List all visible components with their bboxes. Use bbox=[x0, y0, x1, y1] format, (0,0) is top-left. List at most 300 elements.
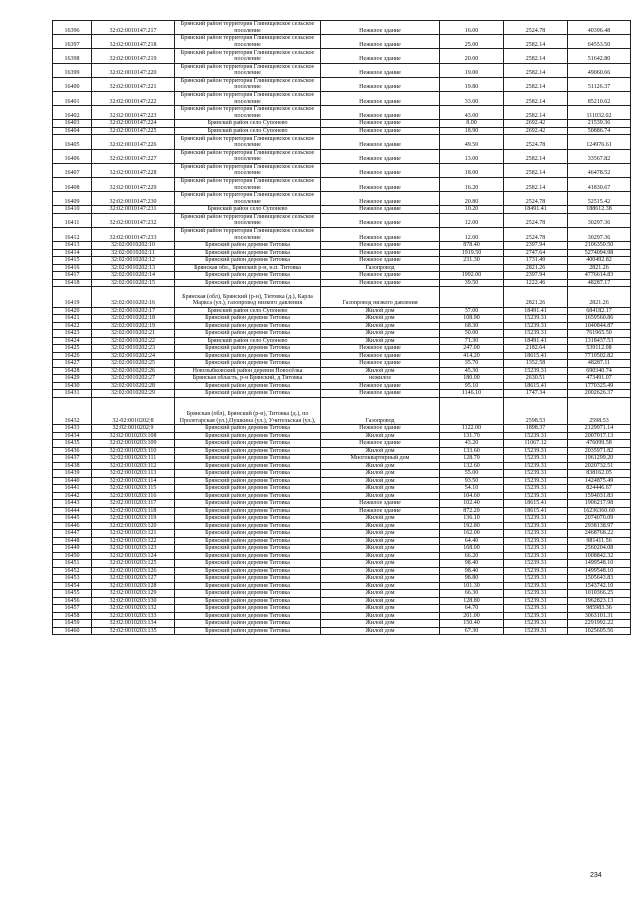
cell-row-number: 16400 bbox=[53, 77, 92, 91]
cell-cadastral-number: 32:02:0010202:25 bbox=[92, 360, 175, 368]
cell-object-type: Жилой дом bbox=[321, 485, 440, 493]
cell-specific-value: 15239.31 bbox=[504, 530, 568, 538]
cell-specific-value: 2692.42 bbox=[504, 120, 568, 128]
cell-cadastral-number: 32:02:0010147:230 bbox=[92, 192, 175, 206]
cell-cadastral-number: 32:02:0010202:10 bbox=[92, 242, 175, 250]
cell-cadastral-value: 1770325.49 bbox=[568, 382, 631, 390]
cell-specific-value: 15239.31 bbox=[504, 582, 568, 590]
cell-cadastral-value: 16236360.60 bbox=[568, 507, 631, 515]
cell-specific-value: 15239.31 bbox=[504, 470, 568, 478]
cell-cadastral-value: 539112.08 bbox=[568, 345, 631, 353]
cell-specific-value: 1747.34 bbox=[504, 390, 568, 398]
table-row bbox=[53, 345, 631, 353]
cell-specific-value: 2524.78 bbox=[504, 135, 568, 149]
table-row bbox=[53, 605, 631, 613]
cell-area: 150.40 bbox=[440, 620, 504, 628]
cell-object-type: Жилой дом bbox=[321, 605, 440, 613]
cell-cadastral-value: 51642.80 bbox=[568, 49, 631, 63]
cell-address: Брянский район деревня Титовка bbox=[175, 279, 321, 287]
cell-row-number: 16444 bbox=[53, 507, 92, 515]
cell-cadastral-value: 2106350.50 bbox=[568, 242, 631, 250]
cell-address: Брянский район деревня Титовка bbox=[175, 272, 321, 280]
cell-address: Брянский район территория Глинищевское сельское поселение bbox=[175, 21, 321, 35]
cell-area: 1992.00 bbox=[440, 272, 504, 280]
cell-row-number: 16422 bbox=[53, 322, 92, 330]
cell-address: Брянский район деревня Титовка bbox=[175, 470, 321, 478]
cell-cadastral-value: 690340.74 bbox=[568, 367, 631, 375]
table-row bbox=[53, 462, 631, 470]
cell-cadastral-value: 1962823.13 bbox=[568, 597, 631, 605]
cell-cadastral-number: 32:02:0010202:18 bbox=[92, 315, 175, 323]
cell-cadastral-value: 30297.36 bbox=[568, 213, 631, 227]
cell-area: 12.00 bbox=[440, 227, 504, 241]
cell-area: 50.00 bbox=[440, 330, 504, 338]
cell-cadastral-value: 1025605.56 bbox=[568, 627, 631, 635]
cell-object-type: Жилой дом bbox=[321, 330, 440, 338]
cell-row-number: 16409 bbox=[53, 192, 92, 206]
cell-object-type: Жилой дом bbox=[321, 560, 440, 568]
cell-specific-value: 2397.94 bbox=[504, 272, 568, 280]
cell-object-type: Нежилое здание bbox=[321, 163, 440, 177]
cell-area: 136.10 bbox=[440, 515, 504, 523]
table-row bbox=[53, 177, 631, 191]
cell-address: Новозыбковский район деревня Новосёлка bbox=[175, 367, 321, 375]
cell-object-type: Нежилое здание bbox=[321, 63, 440, 77]
table-row bbox=[53, 447, 631, 455]
cell-object-type: Газопровод bbox=[321, 264, 440, 272]
cell-cadastral-number: 32:02:0010147:232 bbox=[92, 213, 175, 227]
cell-area: 192.80 bbox=[440, 522, 504, 530]
table-row bbox=[53, 515, 631, 523]
cell-address: Брянская обл., Брянский р-н, н.п. Титовка bbox=[175, 264, 321, 272]
cell-row-number: 16436 bbox=[53, 447, 92, 455]
cell-cadastral-number: 32:02:0010202:13 bbox=[92, 264, 175, 272]
cell-area: 64.40 bbox=[440, 537, 504, 545]
cell-object-type: Нежилое здание bbox=[321, 192, 440, 206]
cell-row-number: 16442 bbox=[53, 492, 92, 500]
cell-object-type: Нежилое здание bbox=[321, 49, 440, 63]
cell-cadastral-number: 32:02:0010202:19 bbox=[92, 322, 175, 330]
cell-specific-value: 15239.31 bbox=[504, 462, 568, 470]
cell-object-type: Нежилое здание bbox=[321, 507, 440, 515]
cell-cadastral-number: 32:02:0010202:23 bbox=[92, 345, 175, 353]
cell-cadastral-number: 32:02:0010203:110 bbox=[92, 447, 175, 455]
cell-object-type: Нежилое здание bbox=[321, 425, 440, 433]
cell-row-number: 16424 bbox=[53, 337, 92, 345]
cell-row-number: 16408 bbox=[53, 177, 92, 191]
cell-area bbox=[440, 287, 504, 308]
cell-cadastral-value: 1040844.87 bbox=[568, 322, 631, 330]
cell-cadastral-number: 32:02:0010203:127 bbox=[92, 575, 175, 583]
cell-cadastral-value: 30297.36 bbox=[568, 227, 631, 241]
cell-row-number: 16405 bbox=[53, 135, 92, 149]
cell-row-number: 16399 bbox=[53, 63, 92, 77]
cell-specific-value: 15239.31 bbox=[504, 620, 568, 628]
cell-row-number: 16456 bbox=[53, 597, 92, 605]
cell-address: Брянский район деревня Титовка bbox=[175, 440, 321, 448]
cell-specific-value: 11067.12 bbox=[504, 440, 568, 448]
cell-object-type: Нежилое здание bbox=[321, 249, 440, 257]
cell-row-number: 16441 bbox=[53, 485, 92, 493]
cell-row-number: 16403 bbox=[53, 120, 92, 128]
cell-object-type: Жилой дом bbox=[321, 447, 440, 455]
cell-row-number: 16435 bbox=[53, 440, 92, 448]
cell-area: 133.60 bbox=[440, 447, 504, 455]
cell-cadastral-value: 5274094.98 bbox=[568, 249, 631, 257]
cell-address: Брянский район деревня Титовка bbox=[175, 447, 321, 455]
cell-area bbox=[440, 397, 504, 425]
cell-specific-value: 1731.49 bbox=[504, 257, 568, 265]
table-row bbox=[53, 127, 631, 135]
cell-row-number: 16419 bbox=[53, 287, 92, 308]
cell-cadastral-number: 32:02:0010147:231 bbox=[92, 206, 175, 214]
cell-specific-value: 2821.26 bbox=[504, 264, 568, 272]
cell-address: Брянский район территория Глинищевское сельское поселение bbox=[175, 91, 321, 105]
cell-object-type: Нежилое здание bbox=[321, 106, 440, 120]
cell-area: 180.00 bbox=[440, 375, 504, 383]
cell-cadastral-number: 32:02:0010147:222 bbox=[92, 91, 175, 105]
cell-object-type: Жилой дом bbox=[321, 315, 440, 323]
cell-cadastral-value: 2035971.82 bbox=[568, 447, 631, 455]
cell-specific-value: 2524.78 bbox=[504, 227, 568, 241]
table-row bbox=[53, 552, 631, 560]
cell-row-number: 16417 bbox=[53, 272, 92, 280]
cell-cadastral-number: 32:02:0010203:116 bbox=[92, 492, 175, 500]
cell-cadastral-number: 32:02:0010147:224 bbox=[92, 120, 175, 128]
cell-cadastral-number: 32:02:0010202:17 bbox=[92, 307, 175, 315]
cell-specific-value: 2747.64 bbox=[504, 249, 568, 257]
cell-row-number: 16428 bbox=[53, 367, 92, 375]
cell-specific-value: 2582.14 bbox=[504, 63, 568, 77]
table-row bbox=[53, 560, 631, 568]
cell-specific-value: 15239.31 bbox=[504, 605, 568, 613]
cell-area: 16.20 bbox=[440, 177, 504, 191]
cell-row-number: 16426 bbox=[53, 352, 92, 360]
cell-cadastral-value: 46478.52 bbox=[568, 163, 631, 177]
cell-object-type: Нежилое здание bbox=[321, 345, 440, 353]
cell-address: Брянский район деревня Титовка bbox=[175, 322, 321, 330]
cell-cadastral-value: 838162.05 bbox=[568, 470, 631, 478]
cell-area: 102.40 bbox=[440, 500, 504, 508]
cell-cadastral-value: 1505643.83 bbox=[568, 575, 631, 583]
table-row bbox=[53, 627, 631, 635]
cell-area: 55.00 bbox=[440, 470, 504, 478]
cell-area: 132.60 bbox=[440, 462, 504, 470]
cell-object-type: нежилое bbox=[321, 375, 440, 383]
cell-address: Брянский район территория Глинищевское сельское поселение bbox=[175, 213, 321, 227]
cell-cadastral-value: 2560204.08 bbox=[568, 545, 631, 553]
cell-address: Брянский район деревня Титовка bbox=[175, 492, 321, 500]
cell-row-number: 16411 bbox=[53, 213, 92, 227]
cell-object-type: Жилой дом bbox=[321, 307, 440, 315]
cell-specific-value: 15239.31 bbox=[504, 522, 568, 530]
cell-specific-value: 2582.14 bbox=[504, 163, 568, 177]
cell-object-type: Нежилое здание bbox=[321, 177, 440, 191]
cell-row-number: 16438 bbox=[53, 462, 92, 470]
table-row bbox=[53, 279, 631, 287]
cell-area: 1146.10 bbox=[440, 390, 504, 398]
cell-row-number: 16446 bbox=[53, 522, 92, 530]
cell-cadastral-value: 981411.56 bbox=[568, 537, 631, 545]
cell-cadastral-value: 985983.36 bbox=[568, 605, 631, 613]
cell-cadastral-value: 2129971.14 bbox=[568, 425, 631, 433]
cell-cadastral-value: 684182.17 bbox=[568, 307, 631, 315]
cell-address: Брянский район деревня Титовка bbox=[175, 597, 321, 605]
cell-address: Брянский район территория Глинищевское сельское поселение bbox=[175, 177, 321, 191]
cell-specific-value: 15239.31 bbox=[504, 432, 568, 440]
cell-object-type: Нежилое здание bbox=[321, 120, 440, 128]
cell-cadastral-value: 3063101.31 bbox=[568, 612, 631, 620]
cell-specific-value: 18491.41 bbox=[504, 206, 568, 214]
cell-row-number: 16402 bbox=[53, 106, 92, 120]
cell-cadastral-value: 1906217.98 bbox=[568, 500, 631, 508]
cell-row-number: 16443 bbox=[53, 500, 92, 508]
table-row bbox=[53, 425, 631, 433]
cell-row-number: 16457 bbox=[53, 605, 92, 613]
cell-object-type: Жилой дом bbox=[321, 477, 440, 485]
cell-row-number: 16434 bbox=[53, 432, 92, 440]
cell-specific-value: 2582.14 bbox=[504, 49, 568, 63]
cell-address: Брянский район территория Глинищевское сельское поселение bbox=[175, 49, 321, 63]
cell-object-type: Жилой дом bbox=[321, 575, 440, 583]
cell-specific-value: 15239.31 bbox=[504, 627, 568, 635]
cell-address: Брянский район деревня Титовка bbox=[175, 242, 321, 250]
cell-cadastral-number: 32:02:0010147:220 bbox=[92, 63, 175, 77]
cell-cadastral-value: 124976.61 bbox=[568, 135, 631, 149]
cell-cadastral-value: 400492.82 bbox=[568, 257, 631, 265]
cell-specific-value: 18615.41 bbox=[504, 352, 568, 360]
cell-object-type: Жилой дом bbox=[321, 367, 440, 375]
table-row bbox=[53, 522, 631, 530]
cell-object-type: Нежилое здание bbox=[321, 213, 440, 227]
cell-cadastral-value: 33567.82 bbox=[568, 149, 631, 163]
cell-area: 95.10 bbox=[440, 382, 504, 390]
table-row bbox=[53, 337, 631, 345]
cell-object-type: Жилой дом bbox=[321, 470, 440, 478]
cell-specific-value: 2582.14 bbox=[504, 91, 568, 105]
cell-row-number: 16453 bbox=[53, 575, 92, 583]
cell-cadastral-value: 41830.67 bbox=[568, 177, 631, 191]
cell-address: Брянский район деревня Титовка bbox=[175, 545, 321, 553]
cell-specific-value: 15239.31 bbox=[504, 552, 568, 560]
cell-cadastral-value: 1659560.86 bbox=[568, 315, 631, 323]
table-row bbox=[53, 49, 631, 63]
cell-object-type: Газопровод bbox=[321, 397, 440, 425]
table-row bbox=[53, 272, 631, 280]
cell-cadastral-value: 2821.26 bbox=[568, 287, 631, 308]
cell-row-number: 16414 bbox=[53, 249, 92, 257]
cell-specific-value: 15239.31 bbox=[504, 455, 568, 463]
table-row bbox=[53, 390, 631, 398]
cell-cadastral-number: 32:02:0010147:233 bbox=[92, 227, 175, 241]
cell-row-number: 16447 bbox=[53, 530, 92, 538]
cell-object-type: Жилой дом bbox=[321, 515, 440, 523]
cell-area: 19.80 bbox=[440, 77, 504, 91]
cell-object-type: Жилой дом bbox=[321, 530, 440, 538]
table-row bbox=[53, 500, 631, 508]
cell-area: 12.00 bbox=[440, 213, 504, 227]
cell-object-type: Нежилое здание bbox=[321, 21, 440, 35]
cell-specific-value: 15239.31 bbox=[504, 567, 568, 575]
cell-row-number: 16421 bbox=[53, 315, 92, 323]
cell-row-number: 16418 bbox=[53, 279, 92, 287]
cell-address: Брянский район деревня Титовка bbox=[175, 462, 321, 470]
cell-row-number: 16396 bbox=[53, 21, 92, 35]
cell-object-type: Жилой дом bbox=[321, 492, 440, 500]
cell-cadastral-number: 32:02:0010202:14 bbox=[92, 272, 175, 280]
cell-address: Брянский район деревня Титовка bbox=[175, 382, 321, 390]
cell-cadastral-value: 48287.11 bbox=[568, 360, 631, 368]
cell-row-number: 16440 bbox=[53, 477, 92, 485]
cell-object-type: Жилой дом bbox=[321, 545, 440, 553]
cell-area: 25.00 bbox=[440, 35, 504, 49]
cell-object-type: Нежилое здание bbox=[321, 382, 440, 390]
cell-object-type: Жилой дом bbox=[321, 552, 440, 560]
cell-object-type: Нежилое здание bbox=[321, 35, 440, 49]
table-row bbox=[53, 63, 631, 77]
cell-address: Брянский район деревня Титовка bbox=[175, 249, 321, 257]
table-row bbox=[53, 432, 631, 440]
cell-address: Брянский район село Супонево bbox=[175, 307, 321, 315]
cell-area: 98.80 bbox=[440, 575, 504, 583]
cell-area: 108.90 bbox=[440, 315, 504, 323]
cell-area: 37.00 bbox=[440, 307, 504, 315]
cell-cadastral-value: 52515.42 bbox=[568, 192, 631, 206]
cell-area: 8.00 bbox=[440, 120, 504, 128]
table-row bbox=[53, 322, 631, 330]
cell-cadastral-number: 32:02:0010203:119 bbox=[92, 515, 175, 523]
table-row bbox=[53, 575, 631, 583]
cell-row-number: 16425 bbox=[53, 345, 92, 353]
cell-cadastral-number: 32:02:0010203:134 bbox=[92, 620, 175, 628]
cell-cadastral-value: 1543742.10 bbox=[568, 582, 631, 590]
cell-cadastral-number: 32:02:0010203:121 bbox=[92, 530, 175, 538]
cell-object-type: Жилой дом bbox=[321, 537, 440, 545]
table-row bbox=[53, 382, 631, 390]
cell-address: Брянская (обл), Брянский (р-н), Титовка (д.), Карла Маркса (ул.), газопровод низкого давления bbox=[175, 287, 321, 308]
table-row bbox=[53, 106, 631, 120]
table-row bbox=[53, 35, 631, 49]
cell-cadastral-value: 2598.53 bbox=[568, 397, 631, 425]
table-row bbox=[53, 91, 631, 105]
cell-specific-value: 15239.31 bbox=[504, 515, 568, 523]
table-row bbox=[53, 192, 631, 206]
table-row bbox=[53, 249, 631, 257]
table-row bbox=[53, 440, 631, 448]
cell-row-number: 16429 bbox=[53, 375, 92, 383]
cell-address: Брянский район деревня Титовка bbox=[175, 507, 321, 515]
cell-address: Брянский район деревня Титовка bbox=[175, 575, 321, 583]
cell-cadastral-number: 32:02:0010202:27 bbox=[92, 375, 175, 383]
cell-area: 104.60 bbox=[440, 492, 504, 500]
cell-area: 19.00 bbox=[440, 63, 504, 77]
cell-row-number: 16415 bbox=[53, 257, 92, 265]
cell-address: Брянский район деревня Титовка bbox=[175, 530, 321, 538]
table-row bbox=[53, 620, 631, 628]
cell-area: 54.10 bbox=[440, 485, 504, 493]
cell-specific-value: 2582.14 bbox=[504, 149, 568, 163]
cell-area: 1919.50 bbox=[440, 249, 504, 257]
cell-address: Брянский район деревня Титовка bbox=[175, 500, 321, 508]
cell-cadastral-number: 32:02:0010147:223 bbox=[92, 106, 175, 120]
cell-address: Брянский район территория Глинищевское сельское поселение bbox=[175, 35, 321, 49]
cell-address: Брянский район деревня Титовка bbox=[175, 515, 321, 523]
cell-cadastral-value: 1499548.10 bbox=[568, 560, 631, 568]
cell-object-type: Нежилое здание bbox=[321, 242, 440, 250]
table-row bbox=[53, 597, 631, 605]
cell-specific-value: 1222.46 bbox=[504, 279, 568, 287]
cell-row-number: 16407 bbox=[53, 163, 92, 177]
table-row bbox=[53, 537, 631, 545]
cell-cadastral-number: 32:02:0010202:22 bbox=[92, 337, 175, 345]
cell-cadastral-number: 32:02:0010203:126 bbox=[92, 567, 175, 575]
cell-object-type: Жилой дом bbox=[321, 612, 440, 620]
table-row bbox=[53, 545, 631, 553]
cell-address: Брянская (обл), Брянский (р-н), Титовка (д.), по Пролетарская (ул.),Пушкина (ул.), Учительская (ул.), bbox=[175, 397, 321, 425]
cell-area: 13.00 bbox=[440, 149, 504, 163]
cell-row-number: 16459 bbox=[53, 620, 92, 628]
cell-object-type: Нежилое здание bbox=[321, 390, 440, 398]
cell-row-number: 16423 bbox=[53, 330, 92, 338]
cell-specific-value: 18615.41 bbox=[504, 382, 568, 390]
cell-object-type: Жилой дом bbox=[321, 597, 440, 605]
cell-specific-value: 15239.31 bbox=[504, 537, 568, 545]
cell-row-number: 16460 bbox=[53, 627, 92, 635]
cell-cadastral-value: 49060.66 bbox=[568, 63, 631, 77]
cell-row-number: 16431 bbox=[53, 390, 92, 398]
cell-cadastral-number: 32:02:0010203:113 bbox=[92, 470, 175, 478]
cell-specific-value: 15239.31 bbox=[504, 315, 568, 323]
cell-address: Брянский район деревня Титовка bbox=[175, 257, 321, 265]
cell-specific-value: 15239.31 bbox=[504, 545, 568, 553]
cell-cadastral-value: 2821.26 bbox=[568, 264, 631, 272]
cell-area: 68.30 bbox=[440, 322, 504, 330]
cell-object-type: Нежилое здание bbox=[321, 135, 440, 149]
cell-area: 878.40 bbox=[440, 242, 504, 250]
cell-area: 33.00 bbox=[440, 91, 504, 105]
cell-address: Брянский район село Супонево bbox=[175, 206, 321, 214]
cell-cadastral-number: 32:02:0010203:122 bbox=[92, 537, 175, 545]
cell-area: 98.40 bbox=[440, 567, 504, 575]
cell-cadastral-value: 1961299.20 bbox=[568, 455, 631, 463]
cell-specific-value: 2692.42 bbox=[504, 127, 568, 135]
cell-address: Брянский район территория Глинищевское сельское поселение bbox=[175, 149, 321, 163]
cell-object-type: Нежилое здание bbox=[321, 206, 440, 214]
cell-cadastral-number: 32:02:0010203:132 bbox=[92, 605, 175, 613]
cell-row-number: 16401 bbox=[53, 91, 92, 105]
table-row bbox=[53, 397, 631, 425]
cell-cadastral-value: 64553.50 bbox=[568, 35, 631, 49]
cell-cadastral-number: 32:02:0010202:29 bbox=[92, 390, 175, 398]
cell-area: 20.00 bbox=[440, 49, 504, 63]
cell-cadastral-number: 32:02:0010202:15 bbox=[92, 279, 175, 287]
cell-address: Брянский район деревня Титовка bbox=[175, 425, 321, 433]
cell-object-type: Жилой дом bbox=[321, 567, 440, 575]
cell-cadastral-value: 21539.36 bbox=[568, 120, 631, 128]
cell-cadastral-value: 1424875.49 bbox=[568, 477, 631, 485]
cell-cadastral-value: 1318437.53 bbox=[568, 337, 631, 345]
cell-address: Брянский район территория Глинищевское сельское поселение bbox=[175, 63, 321, 77]
cell-area: 35.70 bbox=[440, 360, 504, 368]
cell-area: 39.50 bbox=[440, 279, 504, 287]
cell-cadastral-number: 32:02:0010202:28 bbox=[92, 382, 175, 390]
cell-cadastral-value: 2074070.09 bbox=[568, 515, 631, 523]
cell-cadastral-value: 1008842.32 bbox=[568, 552, 631, 560]
cell-object-type: Жилой дом bbox=[321, 432, 440, 440]
cell-specific-value: 2821.26 bbox=[504, 287, 568, 308]
cell-address: Брянский район территория Глинищевское сельское поселение bbox=[175, 77, 321, 91]
cell-area: 128.70 bbox=[440, 455, 504, 463]
